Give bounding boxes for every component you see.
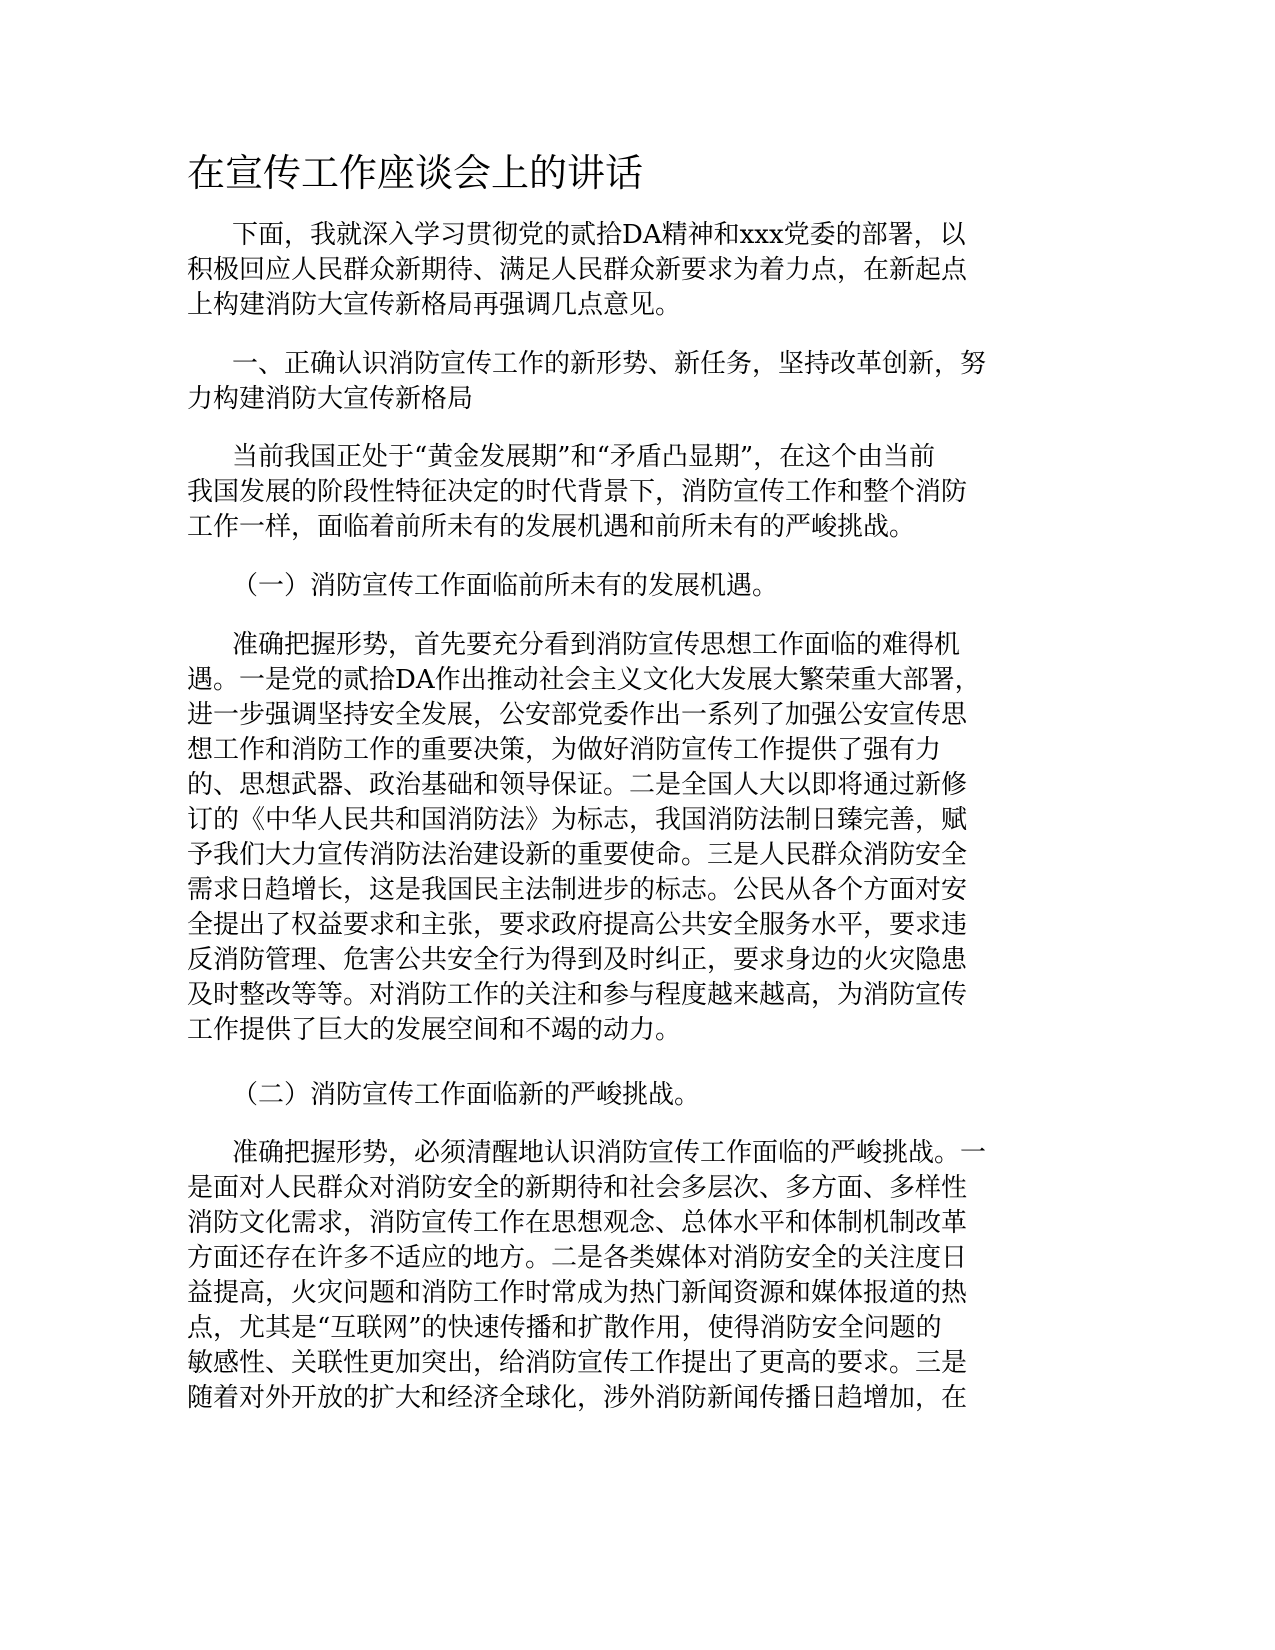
paragraph-line: 当前我国正处于“黄金发展期”和“矛盾凸显期”，在这个由当前 xyxy=(232,442,936,472)
paragraph-line: （二）消防宣传工作面临新的严峻挑战。 xyxy=(232,1080,701,1110)
paragraph-line: 予我们大力宣传消防法治建设新的重要使命。三是人民群众消防安全 xyxy=(187,840,968,870)
paragraph-line: 工作一样，面临着前所未有的发展机遇和前所未有的严峻挑战。 xyxy=(187,512,916,542)
paragraph-line: 准确把握形势，首先要充分看到消防宣传思想工作面临的难得机 xyxy=(232,630,961,660)
paragraph-line: 准确把握形势，必须清醒地认识消防宣传工作面临的严峻挑战。一 xyxy=(232,1138,987,1168)
paragraph-line: 及时整改等等。对消防工作的关注和参与程度越来越高，为消防宣传 xyxy=(187,980,968,1010)
paragraph-line: 上构建消防大宣传新格局再强调几点意见。 xyxy=(187,290,682,320)
paragraph-line: 的、思想武器、政治基础和领导保证。二是全国人大以即将通过新修 xyxy=(187,770,968,800)
paragraph-line: 下面，我就深入学习贯彻党的贰拾DA精神和xxx党委的部署，以 xyxy=(232,220,966,250)
paragraph-line: 方面还存在许多不适应的地方。二是各类媒体对消防安全的关注度日 xyxy=(187,1243,968,1273)
paragraph-line: 想工作和消防工作的重要决策，为做好消防宣传工作提供了强有力 xyxy=(187,735,942,765)
paragraph-line: 敏感性、关联性更加突出，给消防宣传工作提出了更高的要求。三是 xyxy=(187,1348,968,1378)
paragraph-line: 订的《中华人民共和国消防法》为标志，我国消防法制日臻完善，赋 xyxy=(187,805,968,835)
paragraph-intro xyxy=(187,218,1067,323)
subsection-heading-2 xyxy=(187,1078,1067,1113)
paragraph-line: 是面对人民群众对消防安全的新期待和社会多层次、多方面、多样性 xyxy=(187,1173,968,1203)
paragraph-line: 消防文化需求，消防宣传工作在思想观念、总体水平和体制机制改革 xyxy=(187,1208,968,1238)
paragraph-line: 工作提供了巨大的发展空间和不竭的动力。 xyxy=(187,1015,682,1045)
paragraph-line: 全提出了权益要求和主张，要求政府提高公共安全服务水平，要求违 xyxy=(187,910,968,940)
paragraph-line: 积极回应人民群众新期待、满足人民群众新要求为着力点，在新起点 xyxy=(187,255,968,285)
paragraph-line: 随着对外开放的扩大和经济全球化，涉外消防新闻传播日趋增加，在 xyxy=(187,1383,968,1413)
paragraph-line: 一、正确认识消防宣传工作的新形势、新任务，坚持改革创新，努 xyxy=(232,349,987,379)
section-heading-1 xyxy=(187,347,1067,417)
paragraph-situation xyxy=(187,440,1067,545)
paragraph-opportunities xyxy=(187,628,1067,1048)
paragraph-line: 进一步强调坚持安全发展，公安部党委作出一系列了加强公安宣传思 xyxy=(187,700,968,730)
paragraph-line: （一）消防宣传工作面临前所未有的发展机遇。 xyxy=(232,571,779,601)
paragraph-line: 益提高，火灾问题和消防工作时常成为热门新闻资源和媒体报道的热 xyxy=(187,1278,968,1308)
paragraph-line: 遇。一是党的贰拾DA作出推动社会主义文化大发展大繁荣重大部署， xyxy=(187,665,981,695)
document-title: 在宣传工作座谈会上的讲话 xyxy=(187,151,644,195)
paragraph-line: 点，尤其是“互联网”的快速传播和扩散作用，使得消防安全问题的 xyxy=(187,1313,942,1343)
paragraph-line: 力构建消防大宣传新格局 xyxy=(187,384,474,414)
paragraph-line: 反消防管理、危害公共安全行为得到及时纠正，要求身边的火灾隐患 xyxy=(187,945,968,975)
subsection-heading-1 xyxy=(187,569,1067,604)
paragraph-challenges xyxy=(187,1136,1067,1416)
paragraph-line: 需求日趋增长，这是我国民主法制进步的标志。公民从各个方面对安 xyxy=(187,875,968,905)
paragraph-line: 我国发展的阶段性特征决定的时代背景下，消防宣传工作和整个消防 xyxy=(187,477,968,507)
